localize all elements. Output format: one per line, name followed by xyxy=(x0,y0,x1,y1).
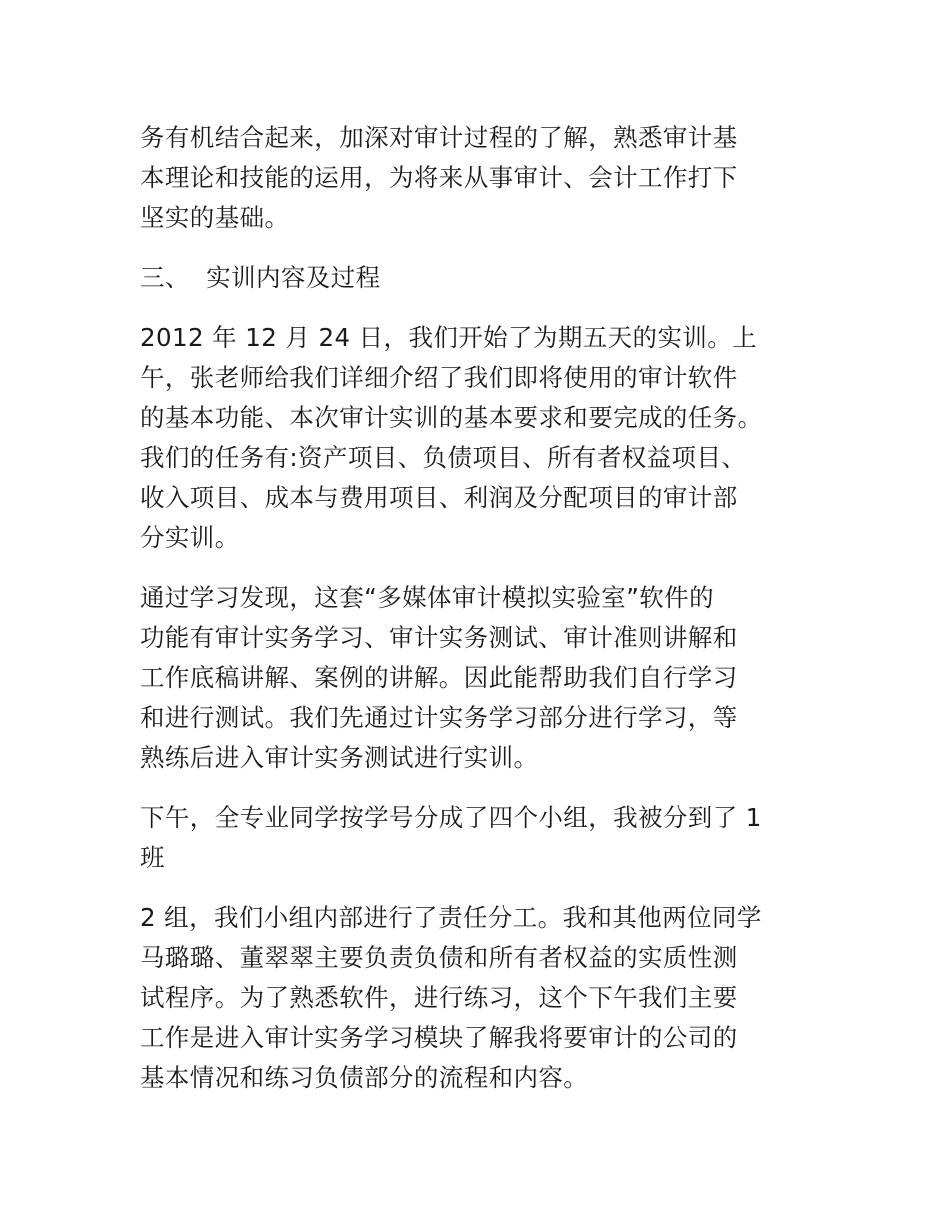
text-line: 通过学习发现，这套“多媒体审计模拟实验室”软件的 xyxy=(140,583,714,612)
paragraph-day-one xyxy=(140,318,816,558)
paragraph-software-features xyxy=(140,578,816,778)
text-line: 功能有审计实务学习、审计实务测试、审计准则讲解和 xyxy=(140,623,738,652)
paragraph-intro-continuation xyxy=(140,118,816,238)
text-line: 班 xyxy=(140,843,165,872)
text-line: 午，张老师给我们详细介绍了我们即将使用的审计软件 xyxy=(140,363,738,392)
text-line: 工作是进入审计实务学习模块了解我将要审计的公司的 xyxy=(140,1023,738,1052)
text-line: 和进行测试。我们先通过计实务学习部分进行学习，等 xyxy=(140,703,738,732)
text-line: 马璐璐、董翠翠主要负责负债和所有者权益的实质性测 xyxy=(140,943,738,972)
text-line: 下午，全专业同学按学号分成了四个小组，我被分到了 1 xyxy=(140,803,762,832)
text-line: 的基本功能、本次审计实训的基本要求和要完成的任务。 xyxy=(140,403,763,432)
section-heading xyxy=(140,258,816,298)
text-line: 2012 年 12 月 24 日，我们开始了为期五天的实训。上 xyxy=(140,323,758,352)
section-heading-text: 三、 实训内容及过程 xyxy=(140,263,381,292)
paragraph-group-tasks xyxy=(140,898,816,1098)
text-line: 收入项目、成本与费用项目、利润及分配项目的审计部 xyxy=(140,483,738,512)
text-line: 分实训。 xyxy=(140,523,240,552)
text-line: 坚实的基础。 xyxy=(140,203,290,232)
text-line: 试程序。为了熟悉软件，进行练习，这个下午我们主要 xyxy=(140,983,738,1012)
text-line: 2 组，我们小组内部进行了责任分工。我和其他两位同学 xyxy=(140,903,762,932)
text-line: 我们的任务有:资产项目、负债项目、所有者权益项目、 xyxy=(140,443,747,472)
text-line: 基本情况和练习负债部分的流程和内容。 xyxy=(140,1063,589,1092)
text-line: 务有机结合起来，加深对审计过程的了解，熟悉审计基 xyxy=(140,123,738,152)
text-line: 熟练后进入审计实务测试进行实训。 xyxy=(140,743,539,772)
text-line: 工作底稿讲解、案例的讲解。因此能帮助我们自行学习 xyxy=(140,663,738,692)
paragraph-afternoon-groups xyxy=(140,798,816,878)
document-page xyxy=(140,118,816,1098)
text-line: 本理论和技能的运用，为将来从事审计、会计工作打下 xyxy=(140,163,738,192)
